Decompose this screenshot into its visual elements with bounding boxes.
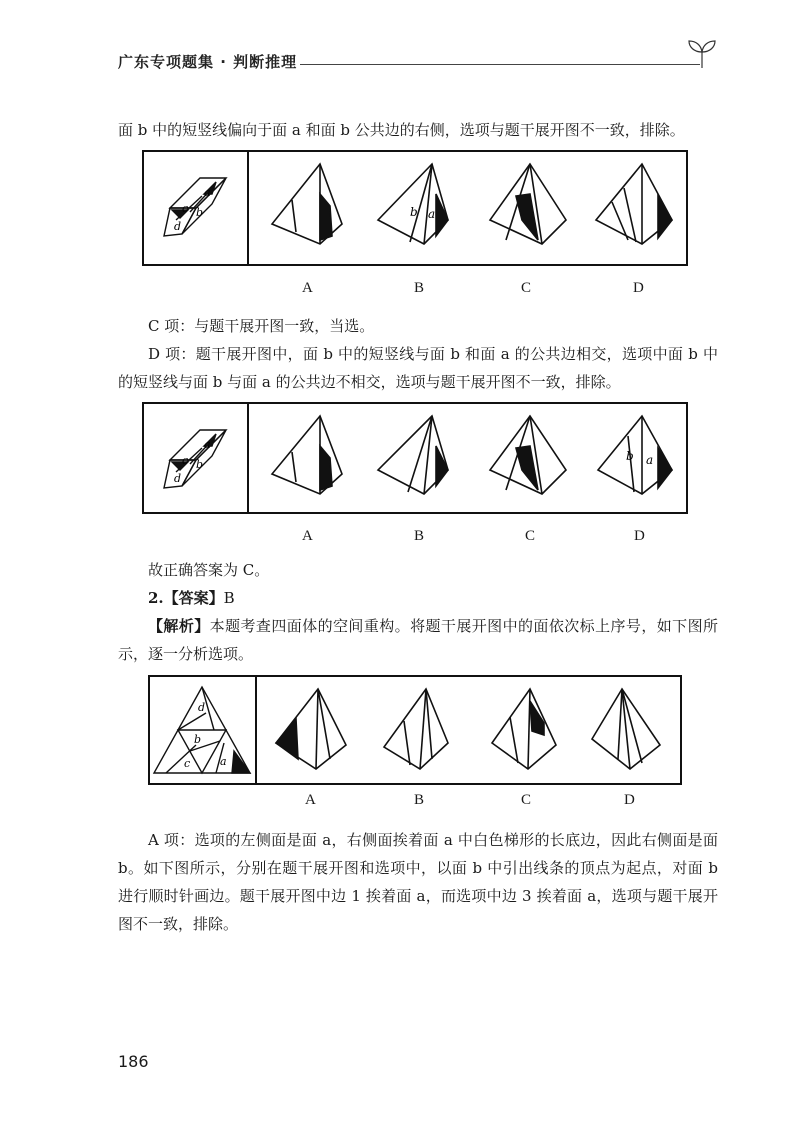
figure-3 bbox=[148, 675, 682, 785]
answer-label: 2.【答案】 bbox=[148, 589, 224, 607]
option-label-d: D bbox=[624, 792, 635, 808]
option-label-a: A bbox=[302, 280, 313, 296]
option-label-a: A bbox=[305, 792, 316, 808]
analysis-text: 本题考查四面体的空间重构。将题干展开图中的面依次标上序号，如下图所示，逐一分析选项。 bbox=[118, 617, 718, 663]
paragraph-1: 面 b 中的短竖线偏向于面 a 和面 b 公共边的右侧，选项与题干展开图不一致，排除。 bbox=[118, 121, 685, 139]
face-label-d: d bbox=[174, 220, 182, 233]
paragraph-4: 故正确答案为 C。 bbox=[148, 561, 270, 579]
option-label-c: C bbox=[525, 528, 536, 544]
header-rule bbox=[300, 64, 700, 65]
face-label-c: c bbox=[184, 757, 191, 770]
answer-line bbox=[118, 584, 718, 612]
figure-1 bbox=[142, 150, 688, 266]
pyramid-option-c bbox=[490, 164, 566, 244]
paragraph-6: A 项：选项的左侧面是面 a，右侧面挨着面 a 中白色梯形的长底边，因此右侧面是面 b。如下图所示，分别在题干展开图和选项中，以面 b 中引出线条的顶点为起点，对面 b 进行顺时针画边。题干展开图中边 1 挨着面 a，而选项中边 3 挨着面 a，选项与题干展开图不一致，排除。 bbox=[118, 831, 718, 933]
sprout-icon bbox=[684, 38, 720, 70]
face-label-c: c bbox=[182, 202, 189, 215]
pyramid-label-b: b bbox=[626, 449, 634, 463]
face-label-b: b bbox=[194, 733, 202, 746]
pyramid-option-d bbox=[598, 416, 672, 494]
face-label-b: b bbox=[196, 458, 204, 471]
option-label-c: C bbox=[521, 280, 532, 296]
pyramid-option-a bbox=[272, 164, 342, 244]
face-label-c: c bbox=[182, 454, 189, 467]
analysis-paragraph bbox=[118, 612, 718, 668]
face-label-d: d bbox=[174, 472, 182, 485]
option-label-b: B bbox=[414, 528, 425, 544]
pyramid-label-a: a bbox=[428, 207, 436, 221]
face-label-b: b bbox=[196, 206, 204, 219]
pyramid-option-a bbox=[272, 416, 342, 494]
figure-2 bbox=[142, 402, 688, 514]
option-label-a: A bbox=[302, 528, 313, 544]
pyramid-option-b bbox=[384, 689, 448, 769]
answer-value: B bbox=[223, 589, 235, 607]
pyramid-option-d bbox=[596, 164, 672, 244]
face-label-a: a bbox=[204, 438, 211, 451]
triangle-net-diagram bbox=[154, 687, 250, 773]
running-header: 广东专项题集 · 判断推理 bbox=[118, 53, 298, 71]
option-label-c: C bbox=[521, 792, 532, 808]
pyramid-option-c bbox=[490, 416, 566, 494]
pyramid-option-c bbox=[492, 689, 556, 769]
face-label-a: a bbox=[204, 186, 211, 199]
option-label-d: D bbox=[634, 528, 645, 544]
option-label-b: B bbox=[414, 280, 425, 296]
pyramid-option-d bbox=[592, 689, 660, 769]
paragraph-3: D 项：题干展开图中，面 b 中的短竖线与面 b 和面 a 的公共边相交，选项中面 b 中的短竖线与面 b 与面 a 的公共边不相交，选项与题干展开图不一致，排除。 bbox=[118, 345, 718, 391]
option-label-d: D bbox=[633, 280, 644, 296]
face-label-d: d bbox=[198, 701, 206, 714]
pyramid-label-a: a bbox=[646, 453, 654, 467]
pyramid-option-b bbox=[378, 416, 448, 494]
paragraph-2: C 项：与题干展开图一致，当选。 bbox=[148, 317, 375, 335]
page-number: 186 bbox=[118, 1052, 149, 1071]
pyramid-option-a bbox=[276, 689, 346, 769]
pyramid-label-b: b bbox=[410, 205, 418, 219]
pyramid-option-b bbox=[378, 164, 448, 244]
face-label-a: a bbox=[220, 755, 227, 768]
analysis-label: 【解析】 bbox=[148, 617, 210, 635]
option-label-b: B bbox=[414, 792, 425, 808]
